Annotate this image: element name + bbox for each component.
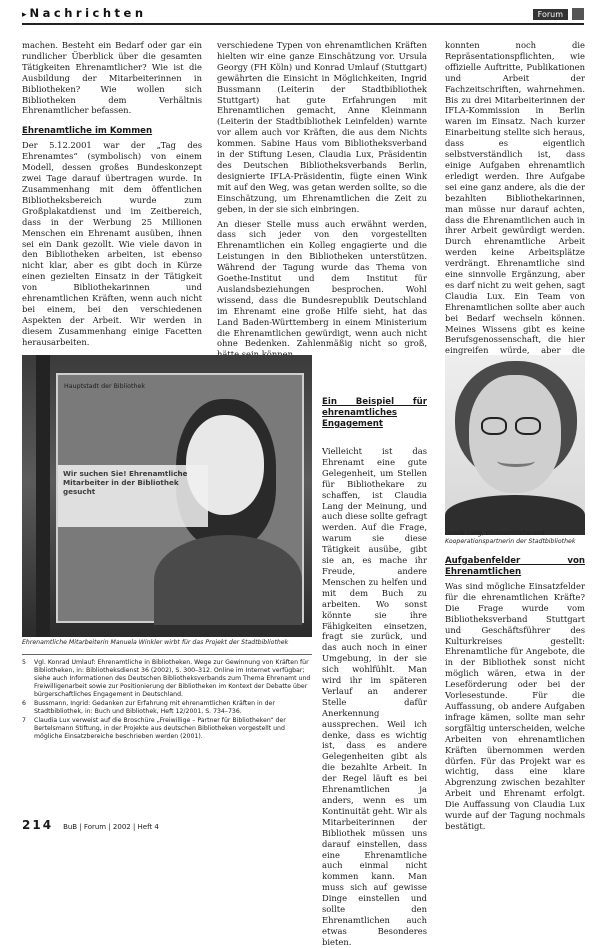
footnote [22, 700, 312, 716]
col1-intro: machen. Besteht ein Bedarf oder gar ein rundlicher Überblick über die gesamten Tätigkeiten Ehrenamtlicher? Wie ist die Ausbildung der Mitarbeiterinnen in Bibliotheken? Wie wollen sich Bibliotheken dem Verhältnis Ehrenamtlicher befassen. [22, 40, 202, 116]
section-box-icon [572, 8, 584, 20]
column-2-top [217, 40, 427, 394]
footnote [22, 659, 312, 699]
poster [56, 373, 304, 623]
footnote-text: Claudia Lux verweist auf die Broschüre „Freiwillige – Partner für Bibliotheken“ der Bertelsmann Stiftung, in der Projekte aus deutschen Bibliotheken vorgestellt und mögliche Einsatzbereiche beschrieben werden (2001). [34, 717, 286, 740]
section-title [22, 6, 147, 23]
photo-portrait [445, 355, 585, 527]
photo-left-caption: Ehrenamtliche Mitarbeiterin Manuela Winkler wirbt für das Projekt der Stadtbibliothek [22, 639, 289, 646]
col2-body2: An dieser Stelle muss auch erwähnt werden, dass sich jeder von den vorgestellten Ehrenamtlichen ein Kolleg engagierte und die Leistungen in den Bibliotheken unterstützen. Während der Tagung wurde das Thema von Goethe-Institut und dem Institut für Auslandsbeziehungen besprochen. Wohl wissend, dass die Bundesrepublik Deutschland im Ehrenamt eine große Hilfe sieht, hat das Land Baden-Württemberg in einem Ministerium die Ehrenamtlichen gewürdigt, wenn auch nicht ohne Bedenken. Zahlenmäßig nicht so groß, [217, 218, 427, 349]
column-2-heading [322, 397, 427, 443]
col3-body1: konnten noch die Repräsentationspflichten, wie offizielle Auftritte, Publikationen und Arbeit der Fachzeitschriften, wahrnehmen. Bis zu drei Mitarbeiterinnen der IFLA-Kommission in Berlin waren im Einsatz. Nach kurzer Einarbeitung stellte sich heraus, dass es eigentlich selbstverständlich ist, dass einige Aufgaben ehrenamtlich erledigt werden. Ihre Aufgabe sei eine ganz andere, als die der bezahlten Bibliothekarinnen, man müsse nur darauf achten, dass die Ehrenamtlichen auch in ihrer Arbeit gewürdigt werden. Durch ehrenamtliche Arbeit werden keine Arbeitsplätze verdrängt. Ehrenamtliche sind eine sinnvolle Ergänzung, aber es darf nicht zu weit gehen, sagt Claudia Lux. Ein Team von Ehrenamtlichen sollte aber auch bei Bedarf wechseln können. Meines Wissens gibt es keine Berufsgenossenschaft, die hier eingreifen würde, aber die [445, 40, 585, 356]
glasses-left-icon [481, 417, 507, 435]
lamp-pole [36, 355, 50, 637]
footnote [22, 717, 312, 741]
column-3-bottom [445, 556, 585, 831]
footnote-number: 7 [22, 717, 26, 724]
footnote-number: 6 [22, 700, 26, 707]
poster-band: Wir suchen Sie! Ehrenamtliche Mitarbeiter in der Bibliothek gesucht [58, 465, 208, 527]
column-3-top [445, 40, 585, 356]
journal-source: BuB | Forum | 2002 | Heft 4 [63, 823, 159, 831]
column-1 [22, 40, 202, 352]
footnote-number: 5 [22, 659, 26, 666]
portrait-body [154, 535, 302, 625]
col3-body2: Was sind mögliche Einsatzfelder für die ehrenamtlichen Kräfte? Die Frage wurde vom Bibliotheksverband Stuttgart und Geschäftsführer des Kulturkreises gestellt: Ehrenamtliche für Angebote, die in der Bibliothek sonst nicht möglich wären, etwa in der Leseförderung oder bei der Vorlesestunde. Für die Auffassung, ob andere Aufgaben infrage kämen, sollte man sehr sorgfältig unterscheiden, welche Arbeiten von ehrenamtlichen Kräften übernommen werden dürfen. Für das Projekt war es wichtig, dass eine klare Abgrenzung zwischen bezahlter Arbeit und Ehrenamt erfolgt. Die Auffassung von Claudia Lux wurde auf der Tagung nochmals bestätigt. [445, 581, 585, 831]
col2-body3: Vielleicht ist das Ehrenamt eine gute Gelegenheit, um Stellen für Bibliothekare zu schaffen, ist Claudia Lang der Meinung, und auch diese sollte gefragt werden. Auf die Frage, warum sie diese Tätigkeit ausübe, gibt sie an, es mache ihr Freude, andere Menschen zu helfen und mit dem Buch zu arbeiten. Wo sonst könnte sie ihre Fähigkeiten einsetzen, fragt sie zurück, und das auch noch in einer Umgebung, in der sie sich wohlfühlt. Man wird ihr im späteren Verlauf an anderer Stelle dafür Anerkennung aussprechen. Weil ich denke, dass es wichtig ist, dass es andere Gelegenheiten gibt als die bezahlte Arbeit. In der Regel läuft es bei Ehrenamtlichen ja anders, wenn es um Kontinuität geht. Wir als Mitarbeiterinnen der Bibliothek müssen uns darauf einstellen, dass eine Ehrenamtliche auch einmal nicht kommen kann. Man muss sich auf gewisse Dinge einstellen und sollte den Ehrenamtlichen auch etwas Besonderes bieten. [322, 446, 427, 947]
portrait-face [469, 375, 561, 493]
col2-body1: verschiedene Typen von ehrenamtlichen Kräften hielten wir eine ganze Einschätzung vor. Ursula Georgy (FH Köln) und Konrad Umlauf (Stuttgart) gewährten die Einsicht in Möglichkeiten, Ingrid Bussmann (Leiterin der Stadtbibliothek Stuttgart) hat gute Erfahrungen mit Ehrenamtlichen gemacht, Anne Kleinmann (Leiterin der Stadtbibliothek Leinfelden) warnte vor allem auch vor Kräften, die aus dem Nichts kommen. Sabine Haus vom Bibliotheksverband in der Stiftung Lesen, Claudia Lux, Präsidentin des Deutschen Bibliotheksverbands Berlin, designierte IFLA-Präsidentin, fügte einen Wink mit auf den Weg, was getan werden sollte, so die Einschätzung, um Ehrenamtlichen die Zeit zu geben, in der sie sich einbringen. [217, 40, 427, 214]
col2-heading: Ein Beispiel für ehrenamtliches Engagement [322, 397, 427, 429]
poster-headline: Hauptstadt der Bibliothek [64, 383, 145, 390]
footnote-text: Vgl. Konrad Umlauf: Ehrenamtliche in Bibliotheken. Wege zur Gewinnung von Kräften für Bibliotheken, in: Bibliotheksdienst 36 (2002), S. 300–312. Online im Internet verfügbar; siehe auch Informationen des Deutschen Bibliotheksverbands zum Thema Ehrenamt und Freiwilligenarbeit sowie zur Positionierung der Bibliotheken im Kontext der Debatte über bürgerschaftliches Engagement in Deutschland. [34, 659, 311, 698]
photo-right-caption: Ursula Lang, Ehrenamtliche und Kooperationspartnerin der Stadtbibliothek [445, 530, 576, 545]
footnote-text: Bussmann, Ingrid: Gedanken zur Erfahrung mit ehrenamtlichen Kräften in der Stadtbibliothek, in: Buch und Bibliothek, Heft 12/2001, S. 734–736. [34, 700, 275, 715]
col1-heading: Ehrenamtliche im Kommen [22, 126, 153, 137]
smile-icon [497, 455, 535, 467]
portrait-shoulders [445, 495, 585, 535]
glasses-right-icon [515, 417, 541, 435]
page-header [22, 3, 584, 25]
col3-heading: Aufgabenfelder von Ehrenamtlichen [445, 556, 585, 577]
header-right [533, 8, 584, 23]
column-2-narrow [322, 446, 427, 947]
triangle-marker-icon: ▸ [22, 10, 27, 20]
section-title-text: Nachrichten [29, 6, 147, 20]
page-footer [22, 818, 322, 832]
photo-poster [22, 355, 312, 637]
page-number: 214 [22, 818, 54, 832]
section-label: Forum [533, 9, 568, 20]
footnotes [22, 654, 312, 818]
col1-body: Der 5.12.2001 war der „Tag des Ehrenamtes“ (symbolisch) von einem Modell, dessen großes Bundeskonzept zwei Tage darauf übertragen wurde. In Zusammenhang mit dem öffentlichen Bibliotheksbereich wurde zum Großplakatdienst und im Zeitbereich, dass in der Werbung 25 Millionen Menschen ein Ehrenamt ausüben, ihnen sei ein Dank gezollt. Wie viele davon in den Bibliotheken arbeiten, ist ebenso nicht klar, aber es gibt doch in Kürze einen gezielten Einsatz in der Tätigkeit von Bibliothekarinnen und ehrenamtlichen Kräften, wenn auch nicht bei einem, bei den verschiedenen Aspekten der Arbeit. Wir werden in diesem Zusammenhang einige Facetten herausarbeiten. [22, 140, 202, 347]
